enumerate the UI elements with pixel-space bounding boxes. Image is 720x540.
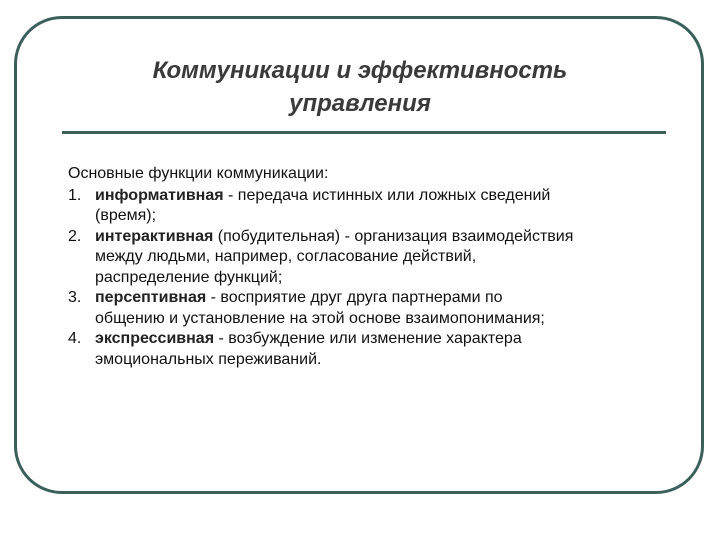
list-item-text: (побудительная) - организация взаимодействия	[213, 227, 574, 245]
slide-title	[70, 54, 650, 120]
list-item-number: 4.	[68, 330, 82, 347]
slide-body	[68, 164, 668, 370]
list-item	[68, 186, 668, 227]
list-item-continuation: (время);	[95, 207, 157, 224]
list-item-term: интерактивная	[95, 227, 214, 245]
list-item-continuation: между людьми, например, согласование действий,	[95, 248, 477, 265]
list-item-first-line	[95, 329, 668, 350]
list-item-term: персептивная	[95, 289, 207, 306]
list-item-number: 1.	[68, 186, 82, 204]
list-item-term: информативная	[95, 186, 224, 204]
list-item	[68, 288, 668, 329]
title-line-1: Коммуникации и эффективность	[152, 57, 568, 84]
list-item-continuation: общению и установление на этой основе взаимопонимания;	[95, 309, 545, 327]
list-item-first-line	[95, 227, 668, 248]
intro-text: Основные функции коммуникации:	[68, 165, 329, 182]
list-item	[68, 227, 668, 289]
list-item-number: 2.	[68, 227, 82, 245]
list-item-first-line	[95, 186, 668, 207]
list-item-text: - возбуждение или изменение характера	[214, 330, 522, 347]
list-item-continuation: распределение функций;	[95, 268, 283, 286]
functions-list	[68, 186, 668, 371]
list-item-continuation: эмоциональных переживаний.	[95, 350, 322, 368]
list-item-text: - восприятие друг друга партнерами по	[206, 289, 503, 306]
title-divider	[62, 131, 666, 134]
list-item-text: - передача истинных или ложных сведений	[223, 186, 551, 204]
list-item-number: 3.	[68, 289, 82, 306]
title-line-2: управления	[289, 90, 431, 117]
list-item	[68, 329, 668, 370]
list-item-first-line	[95, 288, 668, 309]
list-item-term: экспрессивная	[95, 330, 215, 347]
